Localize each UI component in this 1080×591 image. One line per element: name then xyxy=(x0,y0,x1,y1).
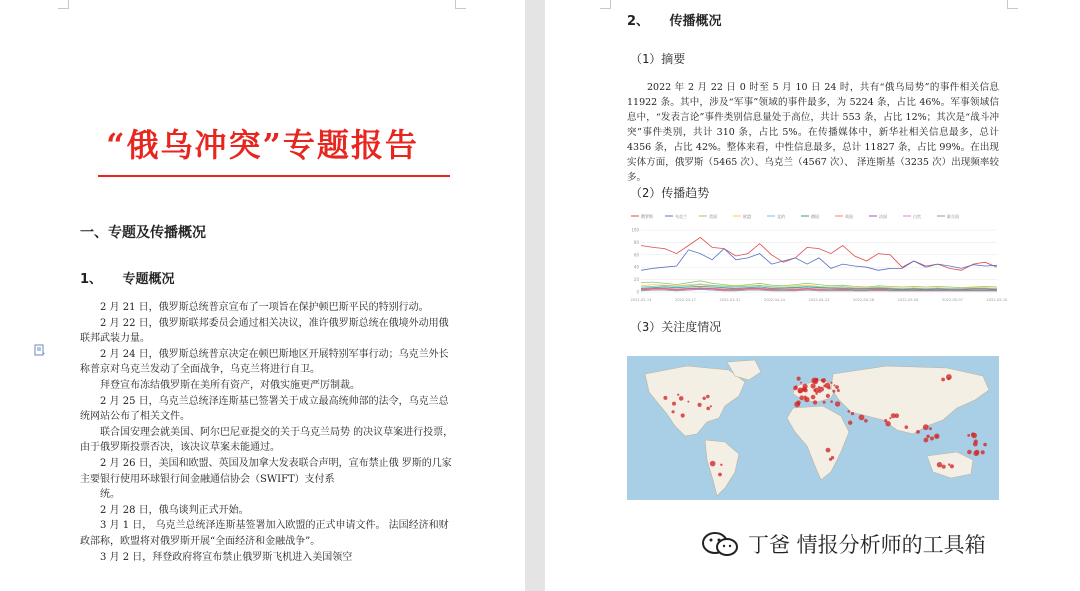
event-timeline xyxy=(80,300,458,565)
hotspot-dot xyxy=(663,396,667,400)
paragraph: 2 月 26 日，美国和欧盟、英国及加拿大发表联合声明，宣布禁止俄 罗斯的几家主要银行使用环球银行间金融通信协会（SWIFT）支付系 xyxy=(80,457,452,485)
x-tick-label: 2022-04-23 xyxy=(808,298,830,302)
hotspot-dot xyxy=(703,397,706,400)
y-tick-label: 20 xyxy=(633,277,639,283)
hotspot-dot xyxy=(679,396,684,401)
hotspot-dot xyxy=(847,410,850,413)
hotspot-dot xyxy=(718,473,722,477)
hotspot-dot xyxy=(687,401,689,403)
hotspot-dot xyxy=(947,377,950,380)
crop-mark xyxy=(1007,0,1018,9)
legend-label: 乌克兰 xyxy=(675,214,687,219)
hotspot-dot xyxy=(981,450,985,454)
watermark xyxy=(700,528,986,560)
world-attention-map xyxy=(627,356,999,500)
hotspot-dot xyxy=(832,390,835,393)
hotspot-dot xyxy=(677,394,679,396)
hotspot-dot xyxy=(967,450,972,455)
subsection-heading xyxy=(80,268,175,287)
attention-heading: （3）关注度情况 xyxy=(630,320,722,334)
document-layout-icon[interactable] xyxy=(34,344,46,356)
chart-series xyxy=(641,237,997,290)
subsection-title: 传播概况 xyxy=(669,14,722,29)
hotspot-dot xyxy=(948,463,950,465)
document-page-right xyxy=(545,0,1080,591)
trend-line-chart xyxy=(627,210,1008,305)
legend-label: 法国 xyxy=(879,214,887,219)
x-tick-label: 2022-04-14 xyxy=(764,298,785,302)
paragraph: 2 月 24 日，俄罗斯总统普京决定在顿巴斯地区开展特别军事行动；乌克兰外长称普京对乌克兰发动了全面战争，乌克兰将进行自卫。 xyxy=(80,348,449,376)
hotspot-dot xyxy=(798,390,802,394)
hotspot-dot xyxy=(895,413,900,418)
hotspot-dot xyxy=(815,378,818,381)
hotspot-dot xyxy=(848,421,852,425)
subsection-number: 1、 xyxy=(80,272,103,287)
hotspot-dot xyxy=(916,430,920,434)
legend-label: 德国 xyxy=(811,214,819,219)
chart-x-axis xyxy=(631,298,1009,302)
hotspot-dot xyxy=(889,417,891,419)
hotspot-dot xyxy=(681,413,685,417)
hotspot-dot xyxy=(811,383,816,388)
hotspot-dot xyxy=(826,394,830,398)
hotspot-dot xyxy=(821,379,825,383)
summary-paragraph: 2022 年 2 月 22 日 0 时至 5 月 10 日 24 时，共有“俄乌局势”的事件相关信息 11922 条。其中，涉及“军事”领域的事件最多，为 5224 条，占比 46%。军事领域信息中，“发表言论”事件类别信息量处于高位，共计 553 条，占比 12%；其次是“战斗冲突”事件类别，共计 310 条，占比 5%。在传播媒体中，新华社相关信息最多，总计 4356 条，占比 42%。整体来看，中性信息最多，总计 11827 条，占比 99%。在出现实体方面，俄罗斯（5465 次）、乌克兰（4567 次）、 泽连斯基（3235 次）出现频率较多。 xyxy=(627,82,999,183)
x-tick-label: 2022-05-07 xyxy=(942,298,963,302)
hotspot-dot xyxy=(950,464,954,468)
legend-label: 欧盟 xyxy=(743,214,751,219)
report-title: “俄乌冲突”专题报告 xyxy=(106,126,419,164)
title-underline xyxy=(98,175,450,177)
hotspot-dot xyxy=(672,410,675,413)
hotspot-dot xyxy=(837,389,840,392)
hotspot-dot xyxy=(813,400,817,404)
paragraph: 2 月 28 日，俄乌谈判正式开始。 xyxy=(100,504,249,516)
hotspot-dot xyxy=(929,427,932,430)
hotspot-dot xyxy=(800,382,802,384)
hotspot-dot xyxy=(793,386,797,390)
y-tick-label: 80 xyxy=(633,239,639,245)
hotspot-dot xyxy=(672,402,676,406)
hotspot-dot xyxy=(923,424,929,430)
summary-heading: （1）摘要 xyxy=(630,52,686,66)
paragraph: 拜登宣布冻结俄罗斯在美所有资产，对俄实施更严厉制裁。 xyxy=(100,379,360,391)
hotspot-dot xyxy=(803,384,808,389)
subsection-number: 2、 xyxy=(627,14,650,29)
x-tick-label: 2022-05-04 xyxy=(897,298,919,302)
x-tick-label: 2022-03-17 xyxy=(675,298,696,302)
y-tick-label: 0 xyxy=(636,289,639,295)
y-tick-label: 60 xyxy=(633,252,639,258)
document-page-left xyxy=(0,0,525,591)
hotspot-dot xyxy=(936,435,939,438)
hotspot-dot xyxy=(698,403,702,407)
hotspot-dot xyxy=(924,438,929,443)
hotspot-dot xyxy=(831,456,834,459)
hotspot-dot xyxy=(825,383,831,389)
watermark-text: 丁爸 情报分析师的工具箱 xyxy=(748,533,986,557)
crop-mark xyxy=(455,0,466,9)
subsection-title: 专题概况 xyxy=(122,272,175,287)
hotspot-dot xyxy=(826,448,831,453)
hotspot-dot xyxy=(973,442,978,447)
hotspot-dot xyxy=(930,437,934,441)
hotspot-dot xyxy=(830,400,833,403)
hotspot-dot xyxy=(835,401,840,406)
hotspot-dot xyxy=(823,401,826,404)
hotspot-dot xyxy=(720,464,722,466)
hotspot-dot xyxy=(971,432,975,436)
hotspot-dot xyxy=(937,462,942,467)
hotspot-dot xyxy=(811,395,816,400)
hotspot-dot xyxy=(926,435,930,439)
x-tick-label: 2022-04-28 xyxy=(853,298,874,302)
legend-label: 联合国 xyxy=(947,214,959,219)
hotspot-dot xyxy=(859,415,865,421)
hotspot-dot xyxy=(967,434,970,437)
legend-label: 白宫 xyxy=(913,214,921,219)
hotspot-dot xyxy=(905,425,909,429)
hotspot-dot xyxy=(942,465,946,469)
hotspot-dot xyxy=(706,395,710,399)
legend-label: 英国 xyxy=(845,214,853,219)
hotspot-dot xyxy=(851,412,854,415)
chart-legend xyxy=(631,213,959,219)
paragraph: 3 月 1 日， 乌克兰总统泽连斯基签署加入欧盟的正式申请文件。 法国经济和财政部称，欧盟将对俄罗斯开展“全面经济和金融战争”。 xyxy=(80,520,449,547)
summary-section xyxy=(627,80,999,185)
hotspot-dot xyxy=(706,407,710,411)
x-tick-label: 2022-02-13 xyxy=(630,298,652,302)
hotspot-dot xyxy=(884,419,887,422)
y-tick-label: 100 xyxy=(631,227,639,233)
hotspot-dot xyxy=(864,419,868,423)
subsection-heading xyxy=(627,10,722,29)
hotspot-dot xyxy=(813,389,816,392)
section-heading: 一、专题及传播概况 xyxy=(80,225,206,241)
hotspot-dot xyxy=(833,384,835,386)
crop-mark xyxy=(58,0,69,9)
paragraph: 2 月 21 日，俄罗斯总统普京宣布了一项旨在保护顿巴斯平民的特别行动。 xyxy=(100,302,429,313)
page-gap xyxy=(525,0,545,591)
hotspot-dot xyxy=(941,378,945,382)
x-tick-label: 2022-03-31 xyxy=(719,298,741,302)
paragraph: 2 月 25 日，乌克兰总统泽连斯基已签署关于成立最高统帅部的法令，乌克兰总统网站公布了相关文件。 xyxy=(80,395,449,423)
hotspot-dot xyxy=(983,443,987,447)
hotspot-dot xyxy=(830,382,832,384)
paragraph: 统。 xyxy=(100,489,120,501)
legend-label: 北约 xyxy=(777,214,785,219)
trend-heading: （2）传播趋势 xyxy=(630,186,710,200)
x-tick-label: 2022-05-10 xyxy=(986,298,1008,302)
hotspot-dot xyxy=(804,397,809,402)
paragraph: 2 月 22 日，俄罗斯联邦委员会通过相关决议，准许俄罗斯总统在俄境外动用俄联邦武装力量。 xyxy=(80,317,449,345)
hotspot-dot xyxy=(835,385,839,389)
hotspot-dot xyxy=(819,387,824,392)
hotspot-dot xyxy=(710,405,712,407)
hotspot-dot xyxy=(799,395,804,400)
y-tick-label: 40 xyxy=(633,264,639,270)
legend-label: 俄罗斯 xyxy=(641,214,653,219)
hotspot-dot xyxy=(710,461,716,467)
hotspot-dot xyxy=(973,451,979,457)
hotspot-dot xyxy=(797,402,800,405)
crop-mark xyxy=(600,0,611,9)
paragraph: 3 月 2 日，拜登政府将宣布禁止俄罗斯飞机进入美国领空 xyxy=(100,551,353,563)
legend-label: 美国 xyxy=(709,214,717,219)
paragraph: 联合国安理会就美国、阿尔巴尼亚提交的关于乌克兰局势 的决议草案进行投票，由于俄罗斯投票否决，该决议草案未能通过。 xyxy=(80,426,454,454)
wechat-icon xyxy=(700,531,740,557)
hotspot-dot xyxy=(797,377,801,381)
